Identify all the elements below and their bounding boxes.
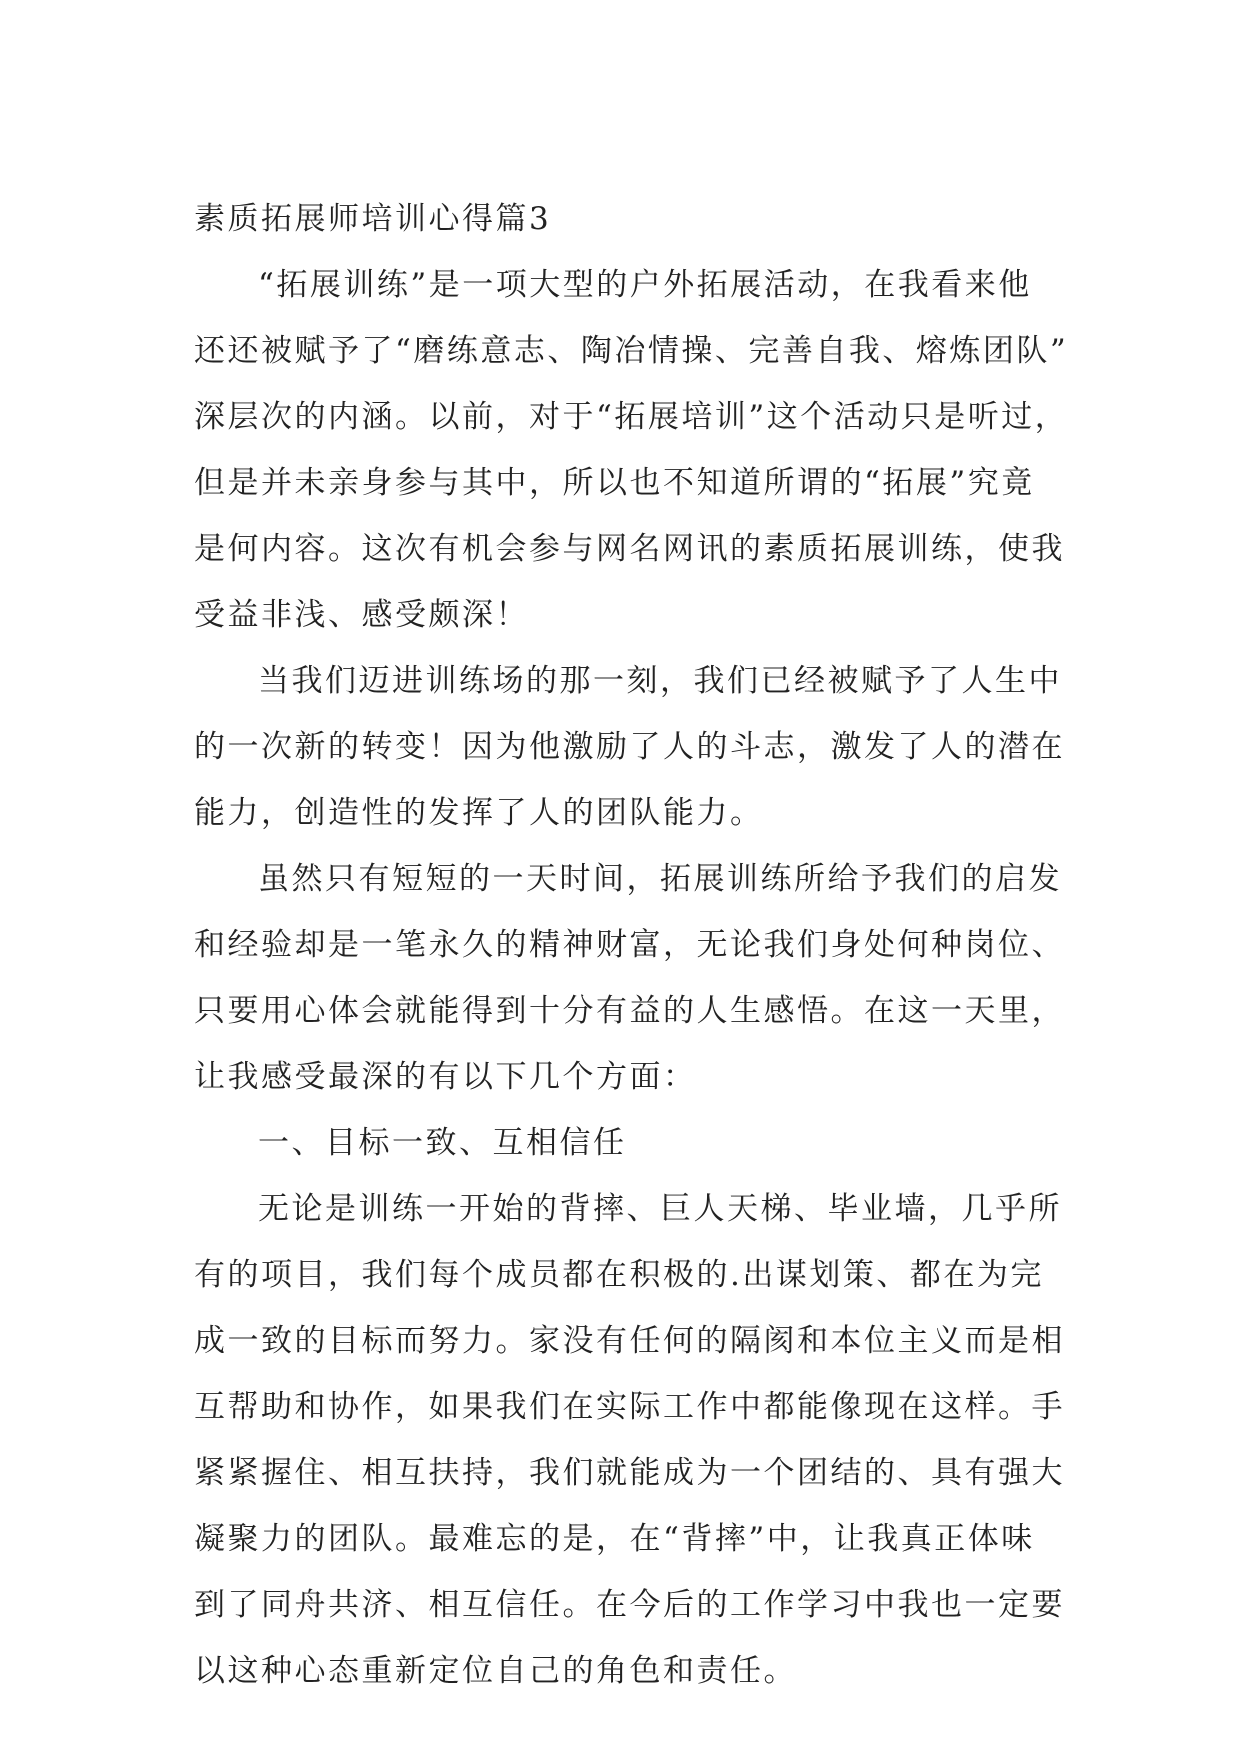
text-line: 让我感受最深的有以下几个方面：	[194, 1059, 697, 1095]
text-line: 当我们迈进训练场的那一刻，我们已经被赋予了人生中	[258, 663, 1062, 699]
text-line: “拓展训练”是一项大型的户外拓展活动，在我看来他	[258, 267, 1032, 303]
text-line: 无论是训练一开始的背摔、巨人天梯、毕业墙，几乎所	[258, 1191, 1062, 1227]
paragraph-2	[194, 648, 1065, 846]
text-line: 成一致的目标而努力。家没有任何的隔阂和本位主义而是相	[194, 1323, 1065, 1359]
text-line: 凝聚力的团队。最难忘的是，在“背摔”中，让我真正体味	[194, 1521, 1035, 1557]
text-line: 以这种心态重新定位自己的角色和责任。	[194, 1653, 797, 1689]
text-line: 一、目标一致、互相信任	[258, 1125, 627, 1161]
text-line: 紧紧握住、相互扶持，我们就能成为一个团结的、具有强大	[194, 1455, 1065, 1491]
text-line: 能力，创造性的发挥了人的团队能力。	[194, 795, 764, 831]
text-line: 受益非浅、感受颇深！	[194, 597, 529, 633]
paragraph-3	[194, 846, 1065, 1110]
paragraph-1	[194, 252, 1069, 648]
text-line: 和经验却是一笔永久的精神财富，无论我们身处何种岗位、	[194, 927, 1065, 963]
text-line: 互帮助和协作，如果我们在实际工作中都能像现在这样。手	[194, 1389, 1065, 1425]
document-title: 素质拓展师培训心得篇3	[194, 201, 552, 237]
section-heading	[194, 1110, 1054, 1176]
text-line: 还还被赋予了“磨练意志、陶冶情操、完善自我、熔炼团队”	[194, 333, 1069, 369]
text-line: 深层次的内涵。以前，对于“拓展培训”这个活动只是听过，	[194, 399, 1069, 435]
paragraph-4	[194, 1176, 1065, 1704]
text-line: 是何内容。这次有机会参与网名网讯的素质拓展训练，使我	[194, 531, 1065, 567]
text-line: 只要用心体会就能得到十分有益的人生感悟。在这一天里，	[194, 993, 1065, 1029]
text-line: 到了同舟共济、相互信任。在今后的工作学习中我也一定要	[194, 1587, 1065, 1623]
text-line: 的一次新的转变！因为他激励了人的斗志，激发了人的潜在	[194, 729, 1065, 765]
text-line: 虽然只有短短的一天时间，拓展训练所给予我们的启发	[258, 861, 1062, 897]
text-line: 但是并未亲身参与其中，所以也不知道所谓的“拓展”究竟	[194, 465, 1035, 501]
text-line: 有的项目，我们每个成员都在积极的.出谋划策、都在为完	[194, 1257, 1044, 1293]
document-body	[194, 186, 1069, 1704]
